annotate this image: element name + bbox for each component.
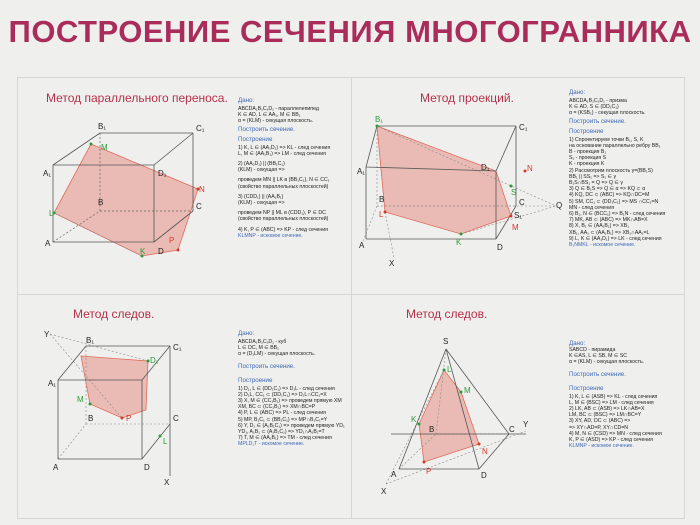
q3-label-a1: A₁ — [48, 379, 57, 388]
q3-step: MPLD₁T - искомое сечение. — [238, 441, 305, 448]
q4-label-p: P — [426, 467, 432, 476]
q4-step: KLMNP - искомое сечение. — [569, 443, 634, 450]
q1-given-line: ABCDA₁B₁C₁D₁ - параллелепипед — [238, 106, 319, 112]
q1-label-c: C — [196, 202, 202, 211]
q3-label-c1: C₁ — [173, 343, 182, 352]
q4-step: 3) XY, AD, DC ⊂ (ABC) => — [569, 418, 631, 425]
q1-title: Метод параллельного переноса. — [46, 91, 228, 105]
q2-step: MN - след сечения — [569, 204, 615, 211]
q1-step: 3) (CDD₁) || (AA₁B₁) — [238, 193, 284, 200]
q3-label-p: P — [126, 414, 132, 423]
q3-step: YD₁, A₁B₁ ⊂ (A₁B₁C₁) => YD₁∩A₁B₁=T — [238, 429, 325, 436]
q2-given-line: α = (KSB₁) - секущая плоскость. — [569, 110, 646, 117]
q3-label-b1: B₁ — [86, 336, 95, 345]
q4-step: LM, BC ⊂ (BSC) => LM∩BC=Y — [569, 412, 642, 419]
q1-label-b1: B₁ — [98, 122, 107, 131]
q4-step: => XY∩AD=P, XY∩CD=N — [569, 424, 628, 431]
q2-constr-head: Построение — [569, 127, 604, 135]
q4-label-y: Y — [523, 420, 529, 429]
q3-label-c: C — [173, 414, 179, 423]
q4-label-b: B — [429, 425, 435, 434]
q3-label-m: M — [77, 395, 84, 404]
q3-text — [238, 329, 345, 448]
q3-label-d1: D₁ — [150, 356, 159, 365]
q2-label-l: L — [379, 210, 384, 219]
q2-step: 9) L, K ∈ (AA₁D₁) => LK - след сечения — [569, 235, 662, 242]
q4-given-head-wrap — [569, 341, 585, 347]
q1-label-d1: D₁ — [158, 169, 167, 178]
q1-label-p: P — [169, 236, 175, 245]
q2-step: B - проекция B₁ — [569, 149, 607, 156]
q4-given-line: α = (KLM) - секущая плоскость. — [569, 359, 645, 366]
q2-label-n: N — [527, 164, 533, 173]
q1-step: 1) K, L ∈ (AA₁D₁) => KL - след сечения — [238, 144, 331, 151]
q4-label-m: M — [464, 386, 471, 395]
q1-label-a1: A₁ — [43, 169, 52, 178]
q3-step: 1) D₁, L ∈ (DD₁C₁) => D₁L - след сечения — [238, 385, 335, 392]
q4-constr-head: Построение — [569, 384, 604, 392]
q2-title: Метод проекций. — [420, 91, 514, 105]
q1-label-d: D — [158, 247, 164, 256]
q3-given-line: ABCDA₁B₁C₁D₁ - куб — [238, 339, 287, 345]
q4-label-n: N — [482, 447, 488, 456]
q3-step: 7) T, M ∈ (AA₁B₁) => TM - след сечения — [238, 435, 332, 442]
q2-step: 5) SM, CC₁ ⊂ (DD₁C₁) => MS ∩CC₁=N — [569, 198, 659, 205]
q2-label-x: X — [389, 259, 395, 268]
q3-step: XM, BC ⊂ (CC₁B₁) => XM∩BC=P — [238, 404, 316, 411]
q2-step: 1) Спроектируем точки B₁, S, K — [569, 136, 644, 143]
q2-step: на основание параллельно ребру BB₁ — [569, 142, 661, 149]
q3-given-line: α = (D₁LM) - секущая плоскость. — [238, 351, 316, 358]
q3-given-head: Дано: — [238, 330, 255, 337]
q4-label-l: L — [447, 365, 452, 374]
q2-label-c: C — [519, 198, 525, 207]
q3-given-line: L ∈ DC, M ∈ BB₁ — [238, 345, 279, 352]
q2-label-s1: S₁ — [514, 211, 523, 220]
q4-label-s: S — [443, 337, 449, 346]
q4-step: 2) LK, AB ⊂ (ASB) => LK∩AB=X — [569, 406, 645, 413]
q2-label-c1: C₁ — [519, 123, 528, 132]
q2-label-b1: B₁ — [375, 115, 384, 124]
q3-title: Метод следов. — [73, 307, 155, 321]
q2-label-k: K — [456, 238, 462, 247]
q2-step: K - проекция K — [569, 161, 605, 168]
panel-grid — [17, 77, 685, 519]
q3-label-b: B — [88, 414, 94, 423]
q2-step: 6) B₁, N ∈ (BCC₁) => B₁N - след сечения — [569, 211, 666, 218]
q3-label-y: Y — [44, 330, 50, 339]
q2-given-head: Дано: — [569, 89, 586, 96]
q2-build-head: Построить сечение. — [569, 117, 626, 125]
q2-label-b: B — [379, 195, 385, 204]
q3-section — [81, 356, 148, 418]
q2-label-d: D — [497, 243, 503, 252]
q3-label-l: L — [163, 437, 168, 446]
q3-label-a: A — [53, 463, 59, 472]
q2-step: BB₁ || SS₁ => S₁ ∈ γ — [569, 173, 617, 180]
q2-step: XB₁, AA₁ ⊂ (AA₁B₁) => XB₁∩AA₁=L — [569, 229, 650, 236]
q4-label-d: D — [481, 471, 487, 480]
q3-step: 5) MP, B₁C₁ ⊂ (BB₁C₁) => MP∩B₁C₁=Y — [238, 416, 328, 423]
q4-step: 1) K, L ∈ (ASB) => KL - след сечения — [569, 393, 658, 400]
q2-step: B₁NMKL - искомое сечение. — [569, 242, 636, 249]
q2-text — [569, 88, 665, 248]
q1-label-k: K — [140, 247, 146, 256]
q2-label-a1: A₁ — [357, 167, 366, 176]
q1-given-head: Дано: — [238, 97, 255, 104]
q1-label-l: L — [49, 209, 54, 218]
q3-build-head: Построить сечение. — [238, 362, 295, 370]
q2-label-q: Q — [556, 201, 563, 210]
q4-given-line: K ∈AS, L ∈ SB, M ∈ SC — [569, 353, 628, 360]
q1-step: проведем MN || LK в (BB₁C₁), N ∈ CC₁ — [238, 177, 330, 184]
q3-step: 4) P, L ∈ (ABC) => PL - след сечения — [238, 410, 326, 417]
q3-step: 6) Y, D₁ ∈ (A₁B₁C₁) => проведем прямую YD₁ — [238, 422, 345, 429]
q3-label-d: D — [144, 463, 150, 472]
q4-build-head: Построить сечение. — [569, 370, 626, 378]
q4-step: 4) M, N ∈ (CSD) => MN - след сечения — [569, 430, 662, 437]
q1-step: KLMNP - искомое сечение. — [238, 232, 303, 239]
q1-step: 4) K, P ∈ (ABC) => KP - след сечения — [238, 226, 328, 233]
q4-step: K, P ∈ (ASD) => KP - след сечения — [569, 437, 653, 444]
q4-title: Метод следов. — [406, 307, 488, 321]
q1-text — [238, 96, 330, 239]
q1-label-m: M — [101, 143, 108, 152]
q4-given-head: Дано: — [569, 340, 586, 347]
q1-label-a: A — [45, 239, 51, 248]
q1-step: (KLM) - секущая => — [238, 167, 285, 174]
q2-step: 8) X, B₁ ∈ (AA₁B₁) => XB₁ — [569, 223, 629, 230]
q1-step: (свойство параллельных плоскостей) — [238, 216, 329, 223]
q4-step: L, M ∈ (BSC) => LM - след сечения — [569, 399, 654, 406]
q1-step: проведем NP || ML в (CDD₁), P ∈ DC — [238, 210, 326, 217]
q1-given-line: K ∈ AD, L ∈ AA₁, M ∈ BB₁ — [238, 112, 301, 119]
q1-step: (KLM) - секущая => — [238, 200, 285, 207]
q3-step: 2) D₁L, CC₁ ⊂ (DD₁C₁) => D₁L∩CC₁=X — [238, 391, 327, 398]
q2-label-a: A — [359, 241, 365, 250]
q1-given-line: α = (KLM) - секущая плоскость. — [238, 118, 314, 125]
q4-label-x: X — [381, 487, 387, 496]
q2-given-line: K ∈ AD, S ∈ (DD₁C₁) — [569, 104, 619, 111]
q2-step: 3) Q ∈ B₁S => Q ∈ α => KQ ⊂ α — [569, 186, 646, 193]
q4-label-k: K — [411, 415, 417, 424]
q1-step: (свойство параллельных плоскостей) — [238, 183, 329, 190]
q2-label-d1: D₁ — [481, 163, 490, 172]
page-title: ПОСТРОЕНИЕ СЕЧЕНИЯ МНОГОГРАННИКА — [8, 14, 692, 49]
q1-section — [54, 144, 198, 256]
q3-step: 3) X, M ∈ (CC₁B₁) => проведем прямую XM — [238, 398, 342, 405]
q2-given-line: ABCDA₁B₁C₁D₁ - призма — [569, 98, 627, 104]
q1-step: L, M ∈ (AA₁B₁) => LM - след сечения — [238, 150, 326, 157]
q1-build-head: Построить сечение. — [238, 125, 295, 133]
q2-label-s: S — [511, 188, 517, 197]
q4-section — [419, 370, 479, 462]
q2-step: 2) Рассмотрим плоскость γ=(BB₁S) — [569, 167, 653, 174]
q3-label-x: X — [164, 478, 170, 487]
q1-step: 2) (AA₁D₁) || (BB₁C₁) — [238, 161, 285, 168]
q2-label-m: M — [512, 223, 519, 232]
q2-step: 4) KQ, DC ⊂ (ABC) => KQ∩DC=M — [569, 192, 650, 199]
q1-label-c1: C₁ — [196, 124, 205, 133]
q2-step: S₁ - проекция S — [569, 155, 607, 162]
q1-label-n: N — [199, 185, 205, 194]
q4-label-a: A — [391, 470, 397, 479]
q1-constr-head: Построение — [238, 135, 273, 143]
q2-step: 7) MK, AB ⊂ (ABC) => MK∩AB=X — [569, 217, 648, 224]
q4-label-c: C — [509, 425, 515, 434]
q4-given-line: SABCD - пирамида — [569, 347, 616, 353]
q4-text — [569, 347, 662, 449]
q2-section — [377, 126, 511, 234]
q3-constr-head: Построение — [238, 376, 273, 384]
q2-step: B₁S∩BS₁ = Q => Q ∈ γ — [569, 180, 623, 187]
q1-label-b: B — [98, 198, 104, 207]
